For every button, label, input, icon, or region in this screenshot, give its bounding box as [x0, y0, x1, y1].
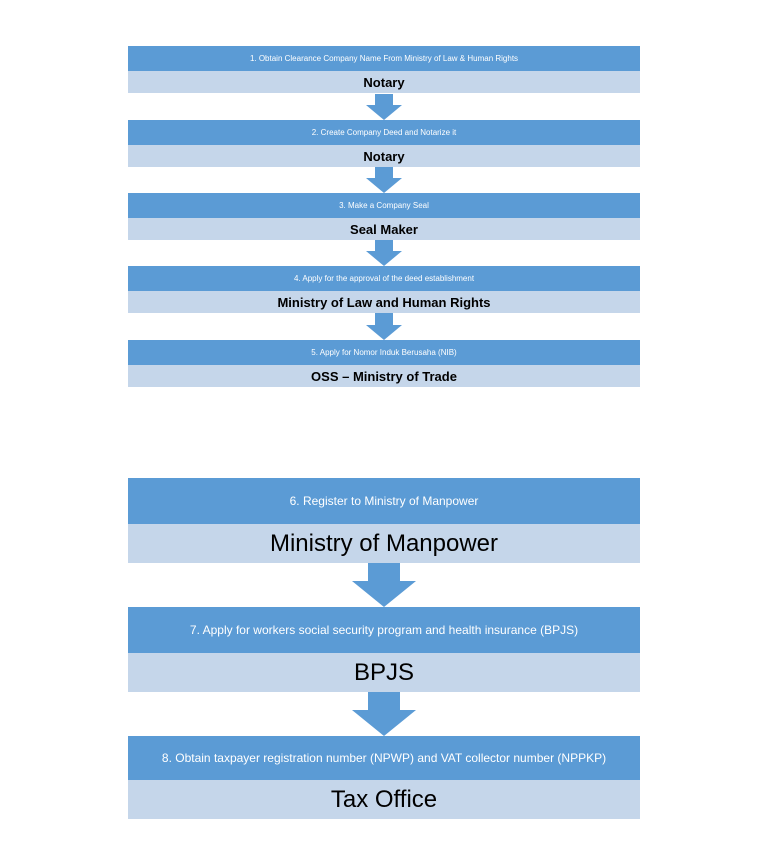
- step-4-title: 4. Apply for the approval of the deed establishment: [128, 266, 640, 291]
- step-1: [128, 46, 640, 93]
- step-3-actor: Seal Maker: [128, 218, 640, 240]
- step-3-title: 3. Make a Company Seal: [128, 193, 640, 218]
- step-7-title: 7. Apply for workers social security program and health insurance (BPJS): [128, 607, 640, 653]
- step-5: [128, 340, 640, 387]
- step-3: [128, 193, 640, 240]
- step-8: [128, 736, 640, 819]
- down-arrow-icon: [366, 240, 402, 266]
- step-1-actor: Notary: [128, 71, 640, 93]
- step-6-actor: Ministry of Manpower: [128, 524, 640, 563]
- step-8-actor: Tax Office: [128, 780, 640, 819]
- step-5-actor: OSS – Ministry of Trade: [128, 365, 640, 387]
- step-7-actor: BPJS: [128, 653, 640, 692]
- step-6: [128, 478, 640, 563]
- step-1-title: 1. Obtain Clearance Company Name From Ministry of Law & Human Rights: [128, 46, 640, 71]
- step-7: [128, 607, 640, 692]
- down-arrow-icon: [366, 94, 402, 120]
- down-arrow-icon: [352, 563, 416, 607]
- step-6-title: 6. Register to Ministry of Manpower: [128, 478, 640, 524]
- down-arrow-icon: [352, 692, 416, 736]
- step-2: [128, 120, 640, 167]
- step-8-title: 8. Obtain taxpayer registration number (NPWP) and VAT collector number (NPPKP): [128, 736, 640, 780]
- step-2-actor: Notary: [128, 145, 640, 167]
- step-2-title: 2. Create Company Deed and Notarize it: [128, 120, 640, 145]
- step-4: [128, 266, 640, 313]
- step-5-title: 5. Apply for Nomor Induk Berusaha (NIB): [128, 340, 640, 365]
- step-4-actor: Ministry of Law and Human Rights: [128, 291, 640, 313]
- down-arrow-icon: [366, 313, 402, 340]
- down-arrow-icon: [366, 167, 402, 193]
